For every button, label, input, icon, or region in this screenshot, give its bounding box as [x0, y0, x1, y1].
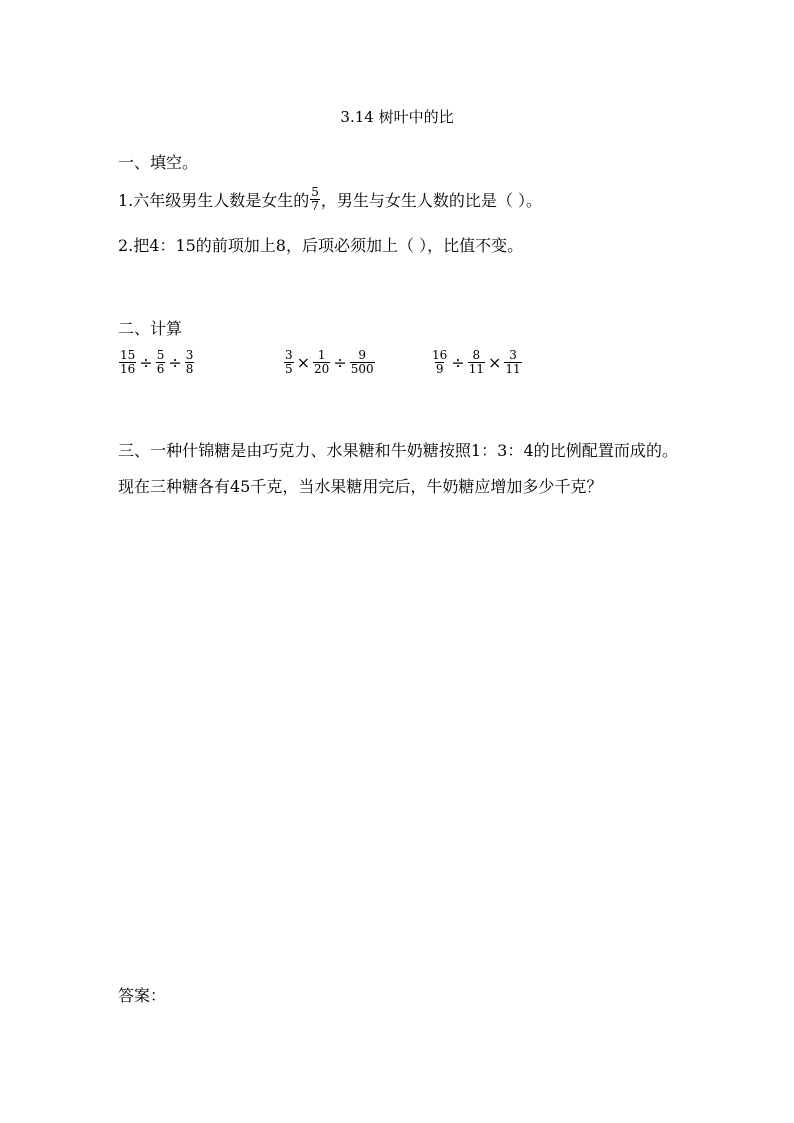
fraction	[504, 349, 521, 376]
word-problem: 三、一种什锦糖是由巧克力、水果糖和牛奶糖按照1：3：4的比例配置而成的。现在三种糖各有45千克，当水果糖用完后，牛奶糖应增加多少千克？	[118, 441, 678, 496]
fraction	[185, 349, 195, 376]
fraction-numerator: 5	[311, 185, 319, 199]
fraction-denominator: 20	[314, 362, 330, 376]
question-1	[118, 186, 542, 213]
fraction-numerator: 3	[185, 348, 194, 362]
fraction	[350, 349, 375, 376]
fraction-denominator: 11	[505, 362, 521, 376]
fraction	[156, 349, 166, 376]
fraction-denominator: 9	[435, 362, 444, 376]
calc-expression-2	[283, 349, 376, 376]
divide-operator: ÷	[451, 353, 465, 372]
answer-label: 答案：	[118, 986, 167, 1005]
fraction-denominator: 5	[285, 362, 293, 376]
fraction-denominator: 8	[185, 362, 194, 376]
fraction-numerator: 8	[472, 348, 481, 362]
fraction-denominator: 16	[120, 362, 136, 376]
fraction	[310, 186, 320, 213]
fraction-numerator: 3	[285, 348, 293, 362]
fraction	[468, 349, 485, 376]
section2-heading: 二、计算	[118, 319, 183, 338]
section1-heading: 一、填空。	[118, 153, 199, 172]
divide-operator: ÷	[139, 353, 153, 372]
divide-operator: ÷	[333, 353, 347, 372]
fraction-numerator: 15	[120, 348, 136, 362]
fraction	[313, 349, 330, 376]
question-2: 2.把4：15的前项加上8，后项必须加上（ ），比值不变。	[118, 236, 524, 255]
fraction-numerator: 1	[317, 348, 326, 362]
fraction-denominator: 6	[156, 362, 165, 376]
fraction-denominator: 7	[311, 199, 319, 213]
question-1-text-after: ，男生与女生人数的比是（ ）。	[320, 191, 543, 210]
calc-expression-1	[118, 349, 195, 376]
fraction-numerator: 9	[358, 348, 366, 362]
fraction	[119, 349, 136, 376]
fraction	[431, 349, 448, 376]
fraction	[284, 349, 294, 376]
calc-expression-3	[430, 349, 523, 376]
multiply-operator: ×	[487, 353, 502, 372]
fraction-denominator: 11	[468, 362, 484, 376]
fraction-numerator: 3	[509, 348, 517, 362]
page-title: 3.14 树叶中的比	[340, 108, 454, 126]
fraction-numerator: 16	[432, 348, 448, 362]
fraction-numerator: 5	[156, 348, 165, 362]
question-1-text-before: 1.六年级男生人数是女生的	[118, 191, 310, 210]
multiply-operator: ×	[296, 353, 311, 372]
divide-operator: ÷	[168, 353, 182, 372]
fraction-denominator: 500	[350, 362, 374, 376]
